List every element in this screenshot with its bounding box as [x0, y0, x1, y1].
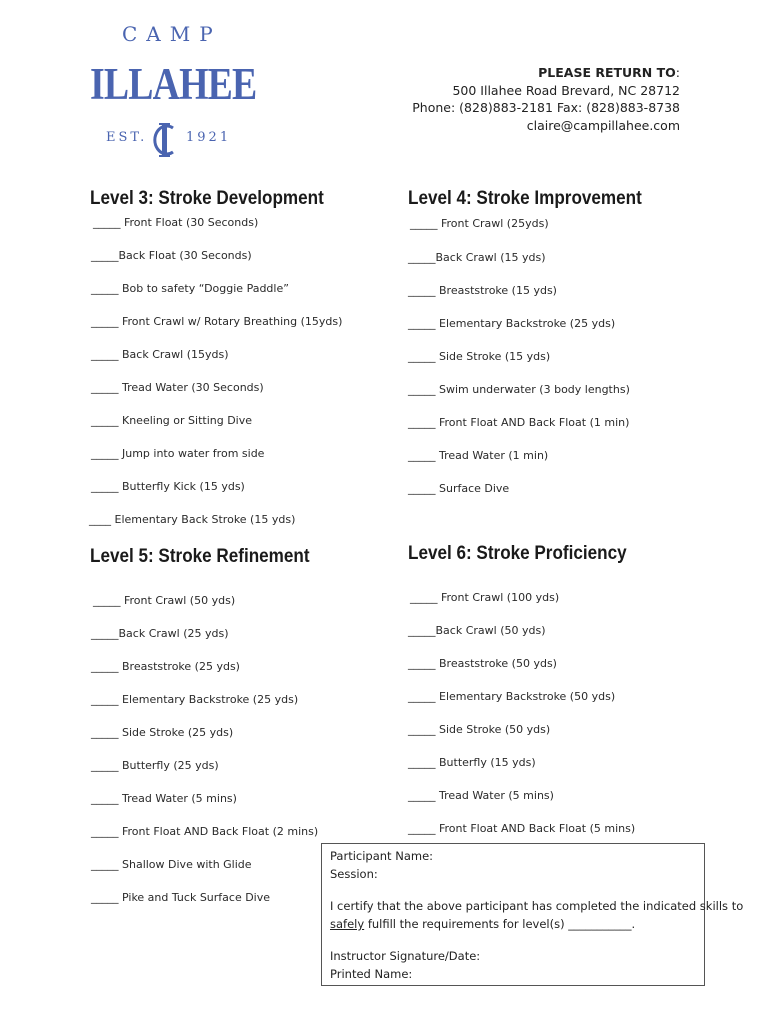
level-5-item: _____ Tread Water (5 mins): [91, 792, 237, 805]
instructor-signature-label: Instructor Signature/Date:: [330, 949, 481, 963]
level-3-item: _____Back Float (30 Seconds): [91, 249, 252, 262]
logo-name-text: ILLAHEE: [90, 59, 257, 109]
level-3-item: ____ Elementary Back Stroke (15 yds): [89, 513, 296, 526]
level-3-title: Level 3: Stroke Development: [90, 188, 324, 209]
level-3-item: _____ Tread Water (30 Seconds): [91, 381, 264, 394]
certify-statement-line-2: safely fulfill the requirements for level(s) ___________.: [330, 917, 636, 931]
level-6-item: _____ Breaststroke (50 yds): [408, 657, 557, 670]
level-5-item: _____ Front Float AND Back Float (2 mins): [91, 825, 319, 838]
level-3-item: _____ Front Crawl w/ Rotary Breathing (15yds): [91, 315, 343, 328]
level-3-item: _____ Bob to safety “Doggie Paddle”: [91, 282, 289, 295]
safely-word: safely: [330, 917, 365, 931]
level-5-item: _____ Side Stroke (25 yds): [91, 726, 234, 739]
level-4-item: _____ Front Crawl (25yds): [410, 217, 549, 230]
level-5-item: _____ Pike and Tuck Surface Dive: [91, 891, 271, 904]
logo-year-text: 1921: [186, 130, 232, 145]
level-5-item: _____ Front Crawl (50 yds): [93, 594, 236, 607]
level-4-item: _____ Side Stroke (15 yds): [408, 350, 551, 363]
return-address: 500 Illahee Road Brevard, NC 28712: [452, 82, 680, 98]
level-6-item: _____ Front Float AND Back Float (5 mins): [408, 822, 636, 835]
level-3-item: _____ Jump into water from side: [91, 447, 265, 460]
level-4-item: _____ Tread Water (1 min): [408, 449, 549, 462]
level-5-item: _____ Butterfly (25 yds): [91, 759, 219, 772]
certification-box: [321, 843, 744, 986]
level-4-item: _____ Front Float AND Back Float (1 min): [408, 416, 630, 429]
session-label: Session:: [330, 867, 378, 881]
level-6-item: _____ Butterfly (15 yds): [408, 756, 536, 769]
level-5-item: _____ Shallow Dive with Glide: [91, 858, 252, 871]
level-5-item: _____Back Crawl (25 yds): [91, 627, 229, 640]
logo-camp-text: CAMP: [122, 22, 222, 46]
return-email: claire@campillahee.com: [526, 117, 680, 133]
level-3-item: _____ Back Crawl (15yds): [91, 348, 229, 361]
level-6-item: _____ Elementary Backstroke (50 yds): [408, 690, 616, 703]
level-6-item: _____ Side Stroke (50 yds): [408, 723, 551, 736]
level-5-item: _____ Breaststroke (25 yds): [91, 660, 240, 673]
level-4-item: _____ Elementary Backstroke (25 yds): [408, 317, 616, 330]
level-6-item: _____ Front Crawl (100 yds): [410, 591, 560, 604]
participant-name-label: Participant Name:: [330, 849, 434, 863]
level-4-item: _____ Breaststroke (15 yds): [408, 284, 557, 297]
camp-logo: [88, 20, 257, 160]
level-4-title: Level 4: Stroke Improvement: [408, 188, 642, 209]
level-5-item: _____ Elementary Backstroke (25 yds): [91, 693, 299, 706]
level-4-item: _____ Swim underwater (3 body lengths): [408, 383, 630, 396]
certify-statement-line-1: I certify that the above participant has completed the indicated skills to: [330, 899, 744, 913]
level-4-item: _____ Surface Dive: [408, 482, 510, 495]
level-4-item: _____Back Crawl (15 yds): [408, 251, 546, 264]
return-phone: Phone: (828)883-2181 Fax: (828)883-8738: [412, 100, 680, 115]
return-heading: PLEASE RETURN TO:: [538, 65, 680, 80]
level-3-item: _____ Front Float (30 Seconds): [93, 216, 259, 229]
level-3-item: _____ Kneeling or Sitting Dive: [91, 414, 253, 427]
logo-est-text: EST.: [106, 130, 148, 145]
level-3-item: _____ Butterfly Kick (15 yds): [91, 480, 245, 493]
level-6-title: Level 6: Stroke Proficiency: [408, 543, 627, 564]
level-6-item: _____ Tread Water (5 mins): [408, 789, 554, 802]
return-address-block: [412, 64, 680, 134]
printed-name-label: Printed Name:: [330, 967, 413, 981]
level-6-item: _____Back Crawl (50 yds): [408, 624, 546, 637]
monogram-icon: [151, 120, 179, 160]
level-5-title: Level 5: Stroke Refinement: [90, 546, 310, 567]
